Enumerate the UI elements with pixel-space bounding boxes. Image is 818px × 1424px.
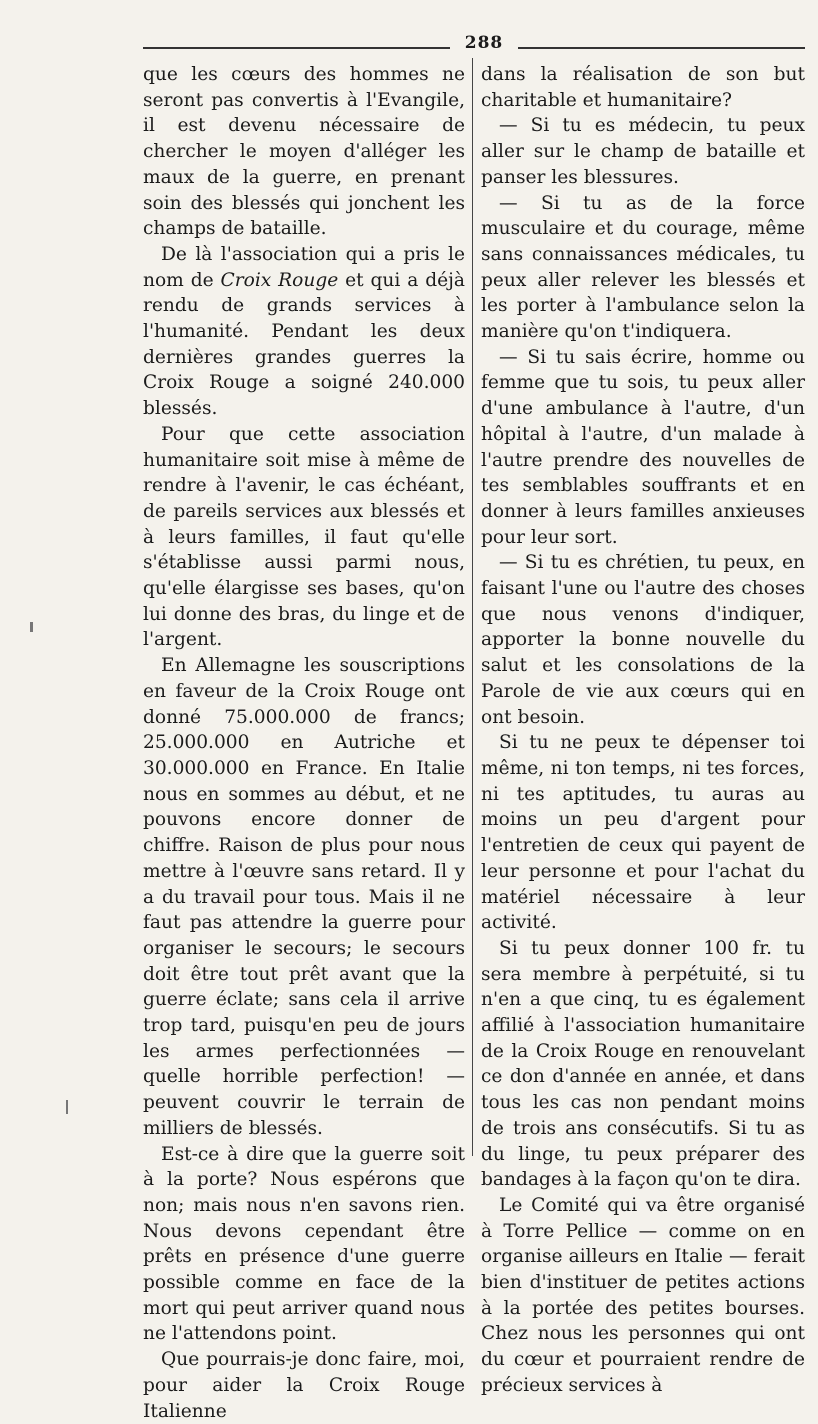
scan-speck: [66, 1100, 68, 1114]
left-column: [143, 62, 465, 1424]
paragraph: [143, 242, 465, 422]
paragraph: En Allemagne les souscriptions en faveur de la Croix Rouge ont donné 75.000.000 de francs; 25.000.000 en Autriche et 30.000.000 en France. En Italie nous en sommes au début, et ne pouvons encore donner de chiffre. Raison de plus pour nous mettre à l'œuvre sans retard. Il y a du travail pour tous. Mais il ne faut pas attendre la guerre pour organiser le secours; le secours doit être tout prêt avant que la guerre éclate; sans cela il arrive trop tard, puisqu'en peu de jours les armes perfectionnées — quelle horrible perfection! — peuvent couvrir le terrain de milliers de blessés.: [143, 655, 465, 1139]
paragraph: Est-ce à dire que la guerre soit à la porte? Nous espérons que non; mais nous n'en savons rien. Nous devons cependant être prêts en présence d'une guerre possible comme en face de la mort qui peut arriver quand nous ne l'attendons point.: [143, 1143, 465, 1345]
paragraph: Pour que cette association humanitaire soit mise à même de rendre à l'avenir, le cas échéant, de pareils services aux blessés et à leurs familles, il faut qu'elle s'établisse aussi parmi nous, qu'elle élargisse ses bases, qu'on lui donne des bras, du linge et de l'argent.: [143, 423, 465, 651]
paragraph: — Si tu sais écrire, homme ou femme que tu sois, tu peux aller d'une ambulance à l'autre, d'un hôpital à l'autre, d'un malade à l'autre prendre des nouvelles de tes semblables souffrants et en donner à leurs familles anxieuses pour leur sort.: [481, 346, 805, 548]
paragraph: — Si tu as de la force musculaire et du courage, même sans connaissances médicales, tu peux aller relever les blessés et les porter à l'ambulance selon la manière qu'on t'indiquera.: [481, 192, 805, 343]
paragraph: — Si tu es chrétien, tu peux, en faisant l'une ou l'autre des choses que nous venons d'indiquer, apporter la bonne nouvelle du salut et les consolations de la Parole de vie aux cœurs qui en ont besoin.: [481, 552, 805, 728]
paragraph: Que pourrais-je donc faire, moi, pour aider la Croix Rouge Italienne: [143, 1349, 465, 1422]
paragraph: Si tu ne peux te dépenser toi même, ni ton temps, ni tes forces, ni tes aptitudes, tu auras au moins un peu d'argent pour l'entretien de ceux qui payent de leur personne et pour l'achat du matériel nécessaire à leur activité.: [481, 732, 805, 934]
paragraph: — Si tu es médecin, tu peux aller sur le champ de bataille et panser les blessures.: [481, 115, 805, 188]
column-divider: [472, 58, 473, 1156]
paragraph-text: et qui a déjà rendu de grands services à l'humanité. Pendant les deux dernières grandes guerres la Croix Rouge a soigné 240.000 blessés.: [143, 269, 465, 420]
right-column: [481, 62, 805, 1399]
paragraph: que les cœurs des hommes ne seront pas convertis à l'Evangile, il est devenu nécessaire de chercher le moyen d'alléger les maux de la guerre, en prenant soin des blessés qui jonchent les champs de bataille.: [143, 64, 465, 240]
page-number: 288: [450, 33, 518, 53]
scan-speck: [30, 622, 33, 632]
paragraph: Si tu peux donner 100 fr. tu sera membre à perpétuité, si tu n'en a que cinq, tu es également affilié à l'association humanitaire de la Croix Rouge en renouvelant ce don d'année en année, et dans tous les cas non pendant moins de trois ans consécutifs. Si tu as du linge, tu peux préparer des bandages à la façon qu'on te dira.: [481, 937, 805, 1191]
paragraph-text: De là l'association qui a pris le nom de: [143, 243, 465, 291]
paragraph: Le Comité qui va être organisé à Torre Pellice — comme on en organise ailleurs en Italie — ferait bien d'instituer de petites actions à la portée des petites bourses. Chez nous les personnes qui ont du cœur et pourraient rendre de précieux services à: [481, 1194, 805, 1396]
paragraph: dans la réalisation de son but charitable et humanitaire?: [481, 64, 805, 111]
italic-term: Croix Rouge: [220, 269, 339, 291]
